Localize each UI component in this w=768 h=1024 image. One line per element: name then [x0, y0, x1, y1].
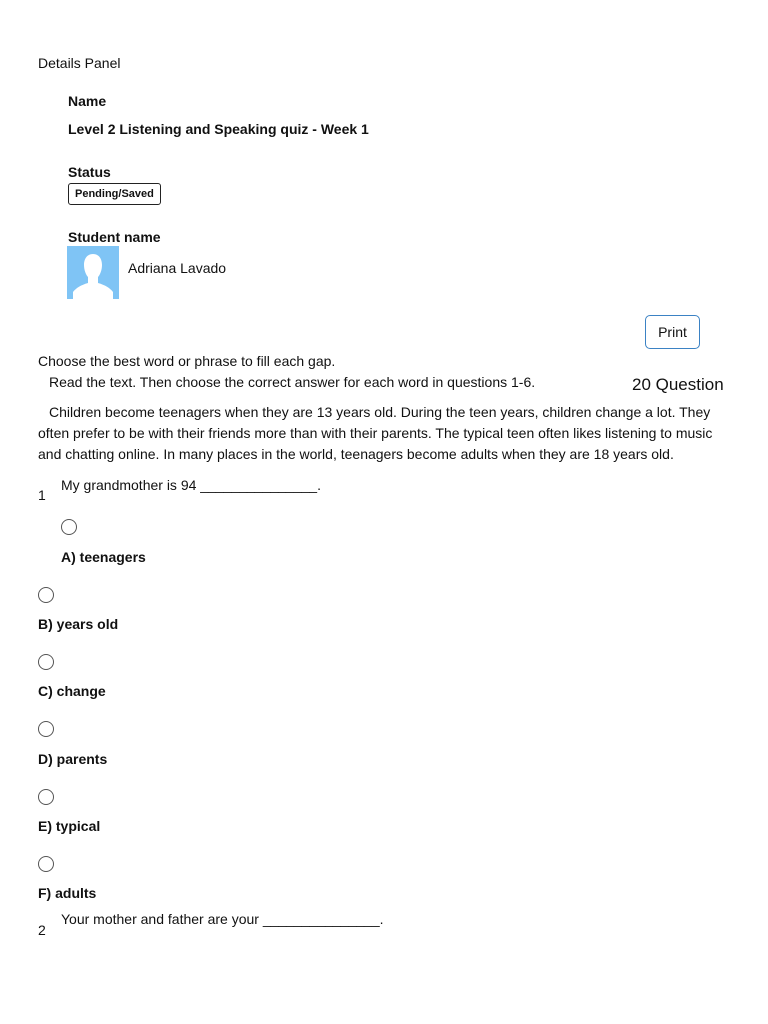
status-badge: Pending/Saved [68, 183, 161, 205]
avatar [67, 246, 119, 299]
panel-title: Details Panel [38, 55, 121, 71]
quiz-instruction: Choose the best word or phrase to fill each gap. [38, 353, 336, 369]
person-silhouette-icon [67, 246, 119, 299]
option-d-radio[interactable] [38, 721, 54, 737]
option-f-label: F) adults [38, 885, 97, 901]
question-text: My grandmother is 94 _______________. [61, 477, 321, 493]
question-number: 2 [38, 922, 46, 938]
option-c-label: C) change [38, 683, 106, 699]
student-name-label: Student name [68, 229, 161, 245]
question-text: Your mother and father are your _______________. [61, 911, 384, 927]
option-f-radio[interactable] [38, 856, 54, 872]
option-d-label: D) parents [38, 751, 108, 767]
question-count: 20 Question [632, 375, 724, 394]
option-c-radio[interactable] [38, 654, 54, 670]
option-a-label: A) teenagers [61, 549, 146, 565]
reading-passage: Children become teenagers when they are 13 years old. During the teen years, children change a lot. They often prefer to be with their friends more than with their parents. The typical teen often likes listening to music and chatting online. In many places in the world, teenagers become adults when they are 18 years old. [38, 404, 713, 462]
quiz-sub-instruction: Read the text. Then choose the correct answer for each word in questions 1-6. [49, 374, 536, 390]
print-button[interactable]: Print [645, 315, 700, 349]
option-a-radio[interactable] [61, 519, 77, 535]
name-label: Name [68, 93, 107, 109]
option-b-label: B) years old [38, 616, 119, 632]
option-e-radio[interactable] [38, 789, 54, 805]
status-label: Status [68, 164, 111, 180]
quiz-name: Level 2 Listening and Speaking quiz - Week 1 [68, 121, 369, 137]
option-e-label: E) typical [38, 818, 101, 834]
option-b-radio[interactable] [38, 587, 54, 603]
question-number: 1 [38, 487, 46, 503]
student-name: Adriana Lavado [128, 260, 227, 276]
